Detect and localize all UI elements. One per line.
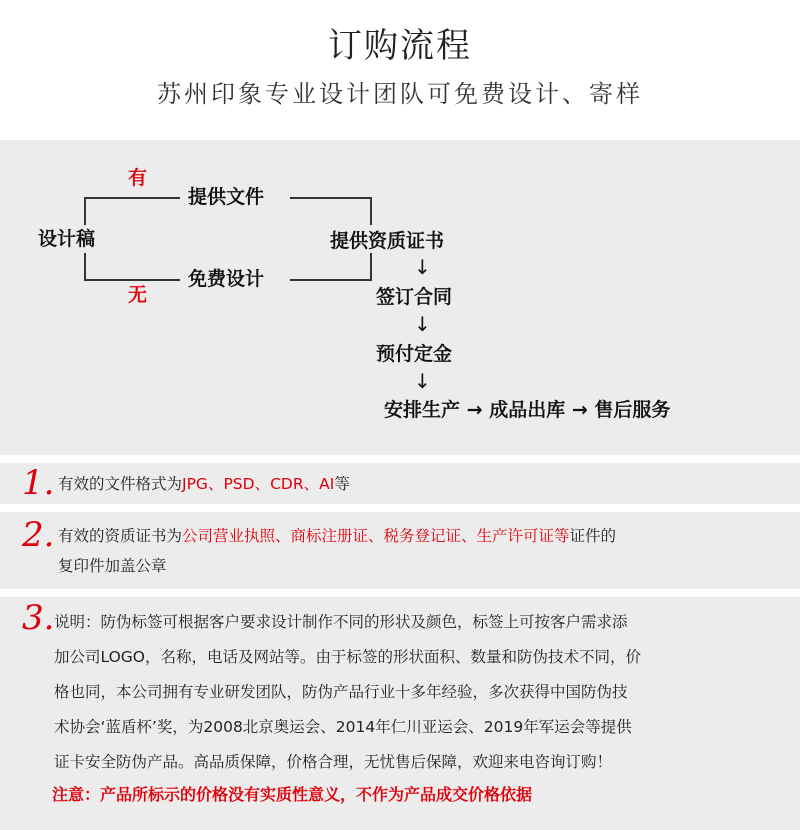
- arrow-down-icon: ↓: [414, 369, 431, 393]
- note-1-prefix: 有效的文件格式为: [58, 475, 183, 493]
- note-1-highlight: JPG、PSD、CDR、AI: [182, 475, 335, 493]
- note-1-text: [58, 469, 350, 499]
- note-3-line3: 格也同，本公司拥有专业研发团队，防伪产品行业十多年经验，多次获得中国防伪技: [54, 683, 628, 701]
- flow-diagram: [0, 140, 800, 455]
- connector-right-up: [370, 197, 372, 225]
- flow-step-production-label: 安排生产: [384, 399, 461, 421]
- arrow-right-icon: →: [571, 399, 588, 421]
- flow-step-certificates: 提供资质证书: [330, 230, 445, 252]
- header: [0, 0, 800, 140]
- connector-top-right: [290, 197, 372, 199]
- note-3-number: 3.: [22, 598, 55, 638]
- price-disclaimer: 注意：产品所标示的价格没有实质性意义，不作为产品成交价格依据: [52, 785, 533, 804]
- note-3-text: [54, 605, 784, 780]
- flow-branch-yes: 提供文件: [188, 186, 265, 208]
- page-title: 订购流程: [328, 26, 472, 66]
- arrow-down-icon: ↓: [414, 255, 431, 279]
- note-2-highlight: 公司营业执照、商标注册证、税务登记证、生产许可证等: [182, 527, 570, 545]
- connector-left-up: [84, 197, 86, 225]
- note-3-line4: 术协会‘蓝盾杯’奖，为2008北京奥运会、2014年仁川亚运会、2019年军运会等提供: [54, 718, 632, 736]
- note-2-number: 2.: [22, 515, 55, 555]
- flow-yes-label: 有: [128, 167, 148, 189]
- note-1-number: 1.: [22, 463, 55, 503]
- flow-step-production: [384, 398, 670, 422]
- note-3-line5: 证卡安全防伪产品。高品质保障，价格合理，无忧售后保障，欢迎来电咨询订购！: [54, 753, 613, 771]
- divider: [0, 589, 800, 597]
- note-3-line1: 说明：防伪标签可根据客户要求设计制作不同的形状及颜色，标签上可按客户需求添: [54, 613, 628, 631]
- connector-bottom-left: [84, 279, 180, 281]
- flow-step-deposit: 预付定金: [376, 343, 453, 365]
- flow-no-label: 无: [128, 284, 148, 306]
- connector-bottom-right: [290, 279, 372, 281]
- connector-left-down: [84, 253, 86, 280]
- flow-start: 设计稿: [38, 228, 96, 250]
- arrow-right-icon: →: [466, 399, 483, 421]
- divider: [0, 504, 800, 512]
- flow-branch-no: 免费设计: [188, 268, 265, 290]
- arrow-down-icon: ↓: [414, 312, 431, 336]
- connector-right-down: [370, 253, 372, 280]
- flow-step-shipping-label: 成品出库: [489, 399, 566, 421]
- page-subtitle: 苏州印象专业设计团队可免费设计、寄样: [157, 80, 643, 108]
- note-2-suffix: 证件的: [569, 527, 617, 545]
- note-2: [0, 512, 800, 589]
- note-2-prefix: 有效的资质证书为: [58, 527, 183, 545]
- note-3-line2: 加公司LOGO，名称，电话及网站等。由于标签的形状面积、数量和防伪技术不同，价: [54, 648, 641, 666]
- flow-step-aftersales-label: 售后服务: [594, 399, 671, 421]
- note-1: [0, 463, 800, 504]
- divider: [0, 455, 800, 463]
- connector-top-left: [84, 197, 180, 199]
- note-1-suffix: 等: [334, 475, 350, 493]
- note-2-text: [58, 521, 778, 581]
- note-2-line2: 复印件加盖公章: [58, 557, 167, 575]
- flow-step-contract: 签订合同: [376, 286, 453, 308]
